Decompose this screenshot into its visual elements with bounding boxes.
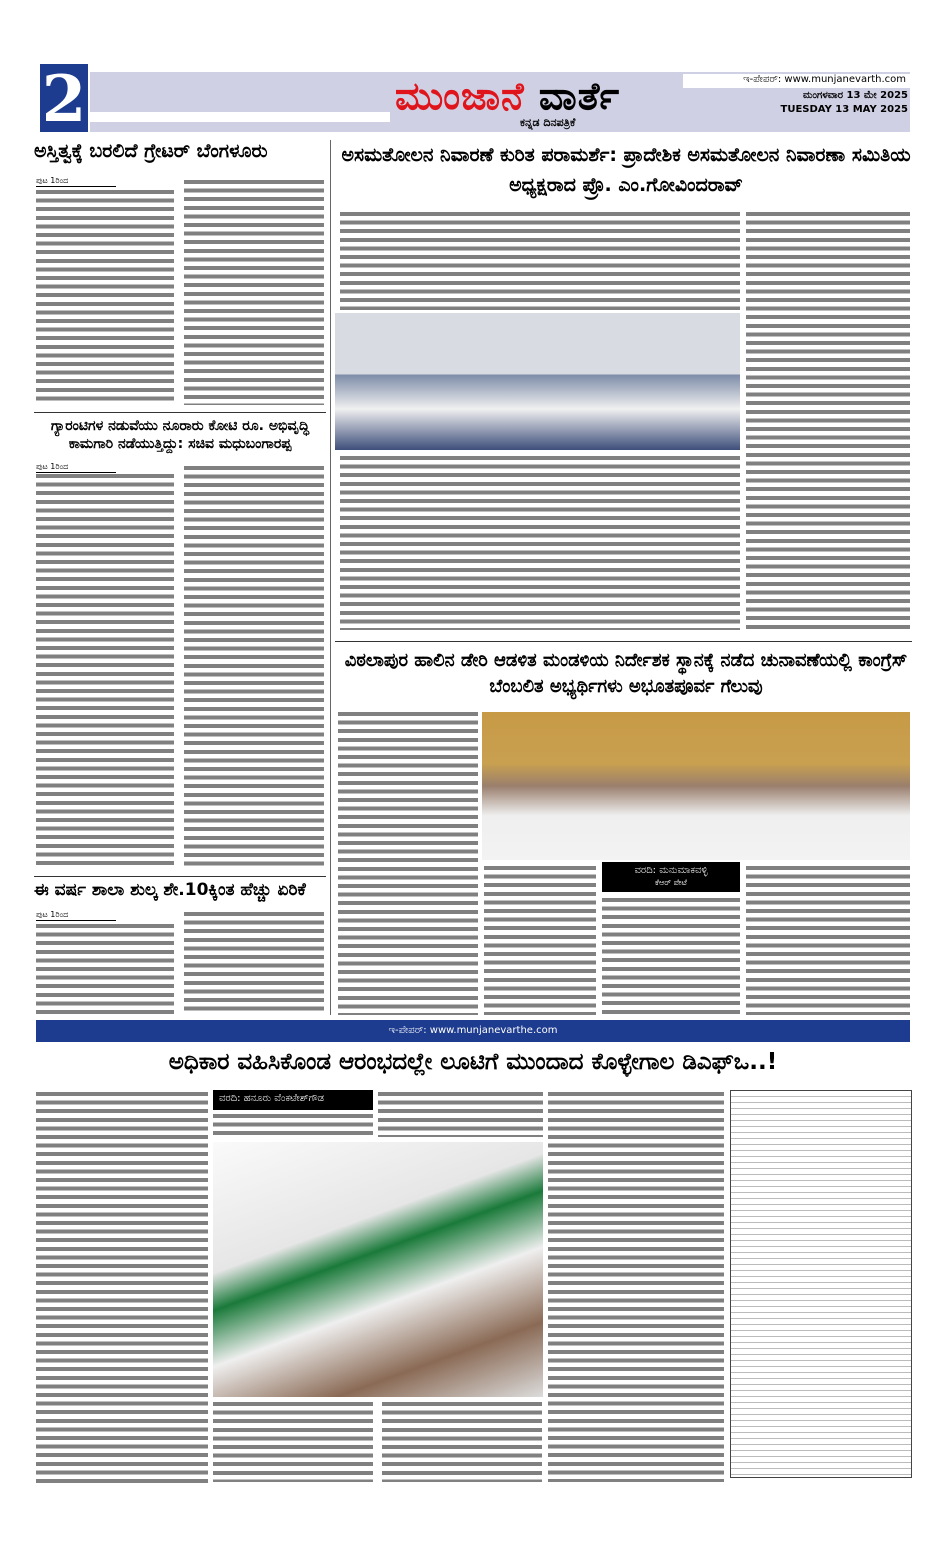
- dateline: ಪುಟ 1ರಿಂದ: [36, 910, 116, 921]
- byline-caption: ವರದಿ: ಹನೂರು ವೆಂಕಟೇಶ್‌ಗೌಡ: [213, 1090, 373, 1110]
- article-body: [36, 190, 174, 405]
- logo-red: ಮುಂಜಾನೆ: [395, 74, 525, 118]
- article-body: [746, 212, 910, 630]
- date-english: TUESDAY 13 MAY 2025: [780, 104, 908, 115]
- article-body: [213, 1114, 373, 1140]
- byline-name: ವರದಿ: ಮನುಮಾಕವಳ್ಳಿ: [634, 865, 708, 876]
- page-number: 2: [38, 62, 90, 134]
- meeting-photo: [335, 313, 740, 450]
- article-body: [340, 456, 740, 630]
- article-headline: ಈ ವರ್ಷ ಶಾಲಾ ಶುಲ್ಕ ಶೇ.10ಕ್ಕಿಂತ ಹೆಚ್ಚು ಏರಿಕೆ: [34, 880, 306, 900]
- article-headline: ಗ್ಯಾರಂಟಿಗಳ ನಡುವೆಯು ನೂರಾರು ಕೋಟಿ ರೂ. ಅಭಿವೃದ್ಧಿ ಕಾಮಗಾರಿ ನಡೆಯುತ್ತಿದ್ದು: ಸಚಿವ ಮಧುಬಂಗಾರಪ್ಪ: [50, 418, 310, 452]
- newspaper-logo: [395, 74, 620, 119]
- epaper-url[interactable]: ಇ-ಪೇಪರ್: www.munjanevarth.com: [683, 74, 910, 88]
- article-headline: ಅಸ್ತಿತ್ವಕ್ಕೆ ಬರಲಿದೆ ಗ್ರೇಟರ್ ಬೆಂಗಳೂರು: [34, 140, 268, 162]
- article-body: [378, 1092, 543, 1137]
- article-body: [184, 180, 324, 405]
- dfo-office-photo: [213, 1142, 543, 1397]
- article-body: [184, 466, 324, 869]
- tagline: ಕನ್ನಡ ದಿನಪತ್ರಿಕೆ: [520, 116, 576, 129]
- article-body: [484, 866, 596, 1015]
- epaper-footer-bar: ಇ-ಪೇಪರ್: www.munjanevarthe.com: [36, 1020, 910, 1042]
- official-document-image: [730, 1090, 912, 1478]
- article-body: [382, 1402, 542, 1482]
- article-body: [36, 924, 174, 1014]
- article-body: [184, 912, 324, 1014]
- article-body: [602, 898, 740, 1015]
- article-headline: ಅಸಮತೋಲನ ನಿವಾರಣೆ ಕುರಿತ ಪರಾಮರ್ಶೆ: ಪ್ರಾದೇಶಿಕ ಅಸಮತೋಲನ ನಿವಾರಣಾ ಸಮಿತಿಯ ಅಧ್ಯಕ್ಷರಾದ ಪ್ರೊ. ಎಂ.ಗೋವಿಂದರಾವ್: [341, 144, 911, 197]
- election-victory-photo: [482, 712, 910, 860]
- masthead-stripe: [90, 112, 390, 122]
- dateline: ಪುಟ 1ರಿಂದ: [36, 462, 116, 473]
- article-body: [746, 866, 910, 1015]
- article-body: [36, 474, 174, 869]
- article-body: [338, 712, 478, 1015]
- logo-black: ವಾರ್ತೆ: [538, 74, 621, 118]
- dateline: ಪುಟ 1ರಿಂದ: [36, 176, 116, 187]
- article-body: [213, 1402, 373, 1482]
- article-headline: ವಿಠಲಾಪುರ ಹಾಲಿನ ಡೇರಿ ಆಡಳಿತ ಮಂಡಳಿಯ ನಿರ್ದೇಶಕ ಸ್ಥಾನಕ್ಕೆ ನಡೆದ ಚುನಾವಣೆಯಲ್ಲಿ ಕಾಂಗ್ರೆಸ್ ಬೆಂಬಲಿತ ಅಭ್ಯರ್ಥಿಗಳು ಅಭೂತಪೂರ್ವ ಗೆಲುವು: [344, 650, 908, 698]
- article-headline: ಅಧಿಕಾರ ವಹಿಸಿಕೊಂಡ ಆರಂಭದಲ್ಲೇ ಲೂಟಿಗೆ ಮುಂದಾದ ಕೊಳ್ಳೇಗಾಲ ಡಿಎಫ್‌ಒ..!: [168, 1049, 778, 1075]
- byline-caption: [602, 862, 740, 892]
- article-body: [548, 1092, 724, 1482]
- article-body: [36, 1092, 208, 1484]
- date-kannada: ಮಂಗಳವಾರ 13 ಮೇ 2025: [802, 90, 908, 101]
- byline-place: ಕೆಆರ್ ಪೇಟೆ: [655, 878, 687, 887]
- article-body: [340, 212, 740, 310]
